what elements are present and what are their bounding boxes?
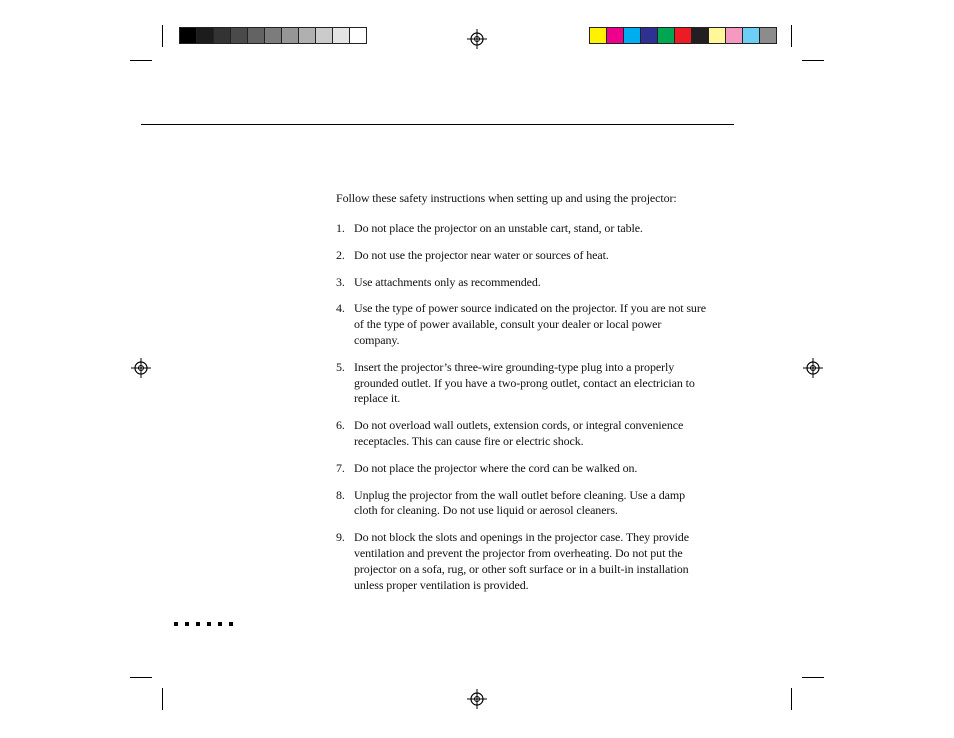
color-swatch <box>213 27 230 44</box>
color-swatch <box>589 27 606 44</box>
color-swatch <box>315 27 332 44</box>
footer-dot <box>229 622 233 626</box>
color-swatch <box>349 27 367 44</box>
item-text: Do not place the projector where the cord can be walked on. <box>354 460 638 475</box>
color-swatch <box>281 27 298 44</box>
color-swatch <box>230 27 247 44</box>
registration-mark-icon <box>131 358 151 378</box>
list-item <box>336 248 708 264</box>
color-swatch <box>623 27 640 44</box>
item-number: 5. <box>336 359 345 374</box>
color-swatch <box>759 27 777 44</box>
color-swatch <box>640 27 657 44</box>
list-item <box>336 530 708 593</box>
registration-mark-icon <box>803 358 823 378</box>
header-rule <box>141 124 734 125</box>
item-text: Use attachments only as recommended. <box>354 274 541 289</box>
item-number: 2. <box>336 247 345 262</box>
footer-dot <box>207 622 211 626</box>
item-text: Do not use the projector near water or sources of heat. <box>354 247 609 262</box>
item-text: Do not place the projector on an unstable cart, stand, or table. <box>354 221 643 235</box>
color-swatch <box>264 27 281 44</box>
color-swatch <box>179 27 196 44</box>
list-item <box>336 275 708 291</box>
color-swatch <box>606 27 623 44</box>
list-item <box>336 488 708 520</box>
color-swatch <box>298 27 315 44</box>
list-item <box>336 461 708 477</box>
registration-mark-icon <box>467 689 487 709</box>
color-swatch <box>196 27 213 44</box>
item-number: 4. <box>336 301 345 316</box>
color-swatch <box>657 27 674 44</box>
item-number: 8. <box>336 487 345 502</box>
footer-dot <box>218 622 222 626</box>
item-number: 7. <box>336 460 345 475</box>
trim-mark <box>791 688 792 710</box>
grayscale-calibration-bar <box>179 27 367 43</box>
item-text: Use the type of power source indicated on the projector. If you are not sure of the type of power available, consult your dealer or local power company. <box>354 301 706 347</box>
item-text: Insert the projector’s three-wire grounding-type plug into a properly grounded outlet. If you have a two-prong outlet, contact an electrician to replace it. <box>354 359 695 406</box>
trim-mark <box>162 25 163 47</box>
safety-instructions-list <box>336 221 708 593</box>
item-number: 3. <box>336 274 345 289</box>
color-swatch <box>725 27 742 44</box>
trim-mark <box>130 677 152 678</box>
color-swatch <box>708 27 725 44</box>
list-item <box>336 418 708 450</box>
footer-dot-leader <box>174 622 233 626</box>
intro-paragraph: Follow these safety instructions when setting up and using the projector: <box>336 191 677 205</box>
color-swatch <box>691 27 708 44</box>
color-swatch <box>674 27 691 44</box>
trim-mark <box>802 677 824 678</box>
list-item <box>336 360 708 407</box>
registration-mark-icon <box>467 29 487 49</box>
trim-mark <box>791 25 792 47</box>
color-swatch <box>742 27 759 44</box>
color-swatch <box>332 27 349 44</box>
color-calibration-bar <box>589 27 777 43</box>
item-text: Do not overload wall outlets, extension cords, or integral convenience receptacles. This can cause fire or electric shock. <box>354 418 684 448</box>
item-number: 6. <box>336 418 345 433</box>
list-item <box>336 301 708 348</box>
trim-mark <box>162 688 163 710</box>
trim-mark <box>802 60 824 61</box>
footer-dot <box>185 622 189 626</box>
list-item <box>336 221 708 237</box>
item-text: Unplug the projector from the wall outlet before cleaning. Use a damp cloth for cleaning. Do not use liquid or aerosol cleaners. <box>354 487 685 518</box>
footer-dot <box>196 622 200 626</box>
item-text: Do not block the slots and openings in the projector case. They provide ventilation and prevent the projector from overheating. Do not put the projector on a sofa, rug, or other soft surface or in a built-in installation unless proper ventilation is provided. <box>354 530 689 592</box>
footer-dot <box>174 622 178 626</box>
item-number: 1. <box>336 221 345 235</box>
item-number: 9. <box>336 530 345 545</box>
trim-mark <box>130 60 152 61</box>
color-swatch <box>247 27 264 44</box>
